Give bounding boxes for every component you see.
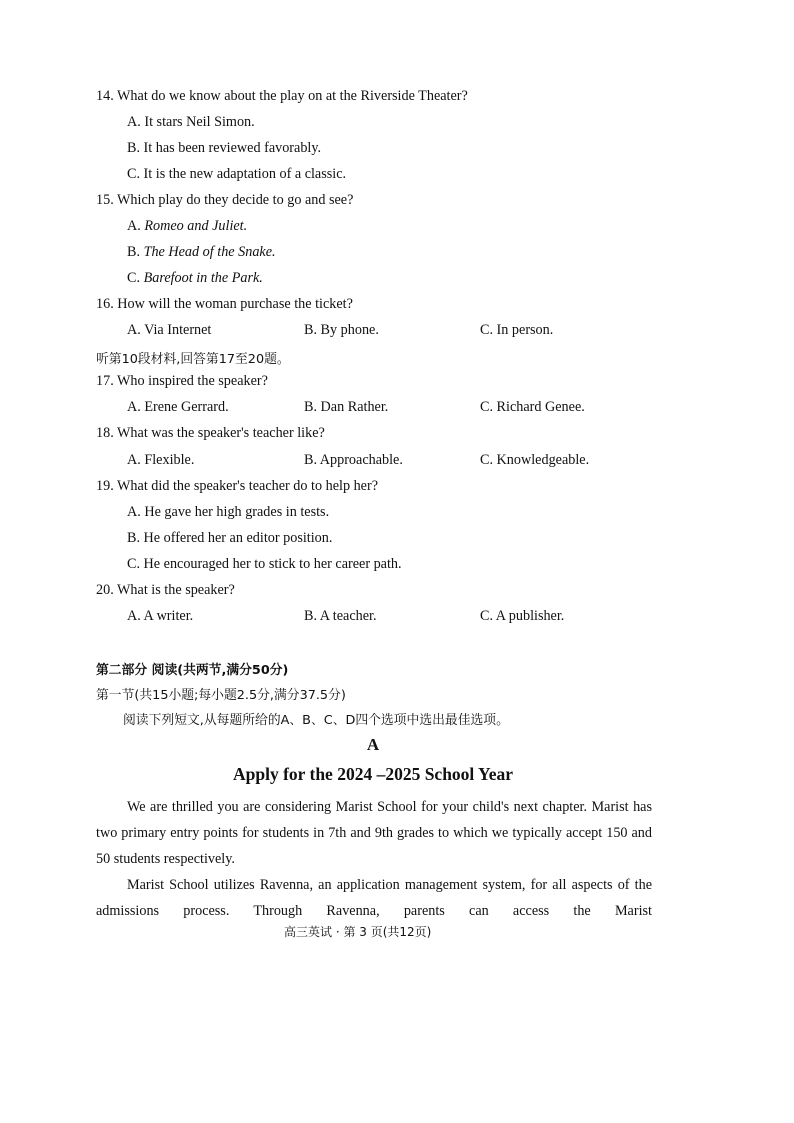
question-text: Which play do they decide to go and see? <box>117 192 354 208</box>
question-16 <box>96 296 353 313</box>
option-18c: C. Knowledgeable. <box>480 452 590 468</box>
question-number: 15. <box>96 192 114 208</box>
question-text: Who inspired the speaker? <box>117 373 268 389</box>
option-19a: A. He gave her high grades in tests. <box>127 504 330 520</box>
option-14c: C. It is the new adaptation of a classic. <box>127 166 347 182</box>
option-15a <box>127 218 247 235</box>
question-20 <box>96 582 235 599</box>
play-title: The Head of the Snake. <box>143 244 276 260</box>
question-text: What do we know about the play on at the Riverside Theater? <box>117 88 468 104</box>
passage-paragraph: We are thrilled you are considering Marist School for your child's next chapter. Marist has two primary entry points for students in 7th and 9th grades to which we typically accept 150 and 50 students respectively. <box>96 799 652 867</box>
question-text: What did the speaker's teacher do to help her? <box>117 478 379 494</box>
option-18b: B. Approachable. <box>304 452 403 468</box>
option-16c: C. In person. <box>480 322 554 338</box>
option-19b: B. He offered her an editor position. <box>127 530 333 546</box>
question-number: 14. <box>96 88 114 104</box>
option-prefix: B. <box>127 244 144 260</box>
question-text: What is the speaker? <box>117 582 235 598</box>
option-20b: B. A teacher. <box>304 608 377 624</box>
play-title: Barefoot in the Park. <box>143 270 263 286</box>
option-14b: B. It has been reviewed favorably. <box>127 140 322 156</box>
option-16b: B. By phone. <box>304 322 379 338</box>
section-heading: 第二部分 阅读(共两节,满分50分) <box>96 663 289 678</box>
question-14 <box>96 88 468 105</box>
option-15b <box>127 244 276 261</box>
reading-instruction: 阅读下列短文,从每题所给的A、B、C、D四个选项中选出最佳选项。 <box>123 713 509 728</box>
question-number: 16. <box>96 296 114 312</box>
option-prefix: A. <box>127 218 145 234</box>
passage-letter: A <box>366 735 380 754</box>
listening-instruction: 听第10段材料,回答第17至20题。 <box>96 352 290 367</box>
option-prefix: C. <box>127 270 144 286</box>
page-footer: 高三英试 · 第 3 页(共12页) <box>284 925 432 939</box>
option-14a: A. It stars Neil Simon. <box>127 114 255 130</box>
passage-title: Apply for the 2024 –2025 School Year <box>233 764 513 784</box>
option-17c: C. Richard Genee. <box>480 399 585 415</box>
question-15 <box>96 192 353 209</box>
passage-paragraph: Marist School utilizes Ravenna, an application management system, for all aspects of the admissions process. Through Ravenna, parents can access the Marist <box>96 877 652 919</box>
option-20c: C. A publisher. <box>480 608 565 624</box>
option-19c: C. He encouraged her to stick to her career path. <box>127 556 402 572</box>
option-17b: B. Dan Rather. <box>304 399 389 415</box>
option-20a: A. A writer. <box>127 608 194 624</box>
question-number: 17. <box>96 373 114 389</box>
question-17 <box>96 373 268 390</box>
question-text: What was the speaker's teacher like? <box>117 425 325 441</box>
question-number: 19. <box>96 478 114 494</box>
option-16a: A. Via Internet <box>127 322 212 338</box>
question-19 <box>96 478 378 495</box>
option-17a: A. Erene Gerrard. <box>127 399 229 415</box>
option-18a: A. Flexible. <box>127 452 195 468</box>
play-title: Romeo and Juliet. <box>144 218 248 234</box>
question-18 <box>96 425 325 442</box>
question-text: How will the woman purchase the ticket? <box>117 296 353 312</box>
question-number: 20. <box>96 582 114 598</box>
question-number: 18. <box>96 425 114 441</box>
section-subheading: 第一节(共15小题;每小题2.5分,满分37.5分) <box>96 688 346 703</box>
option-15c <box>127 270 263 287</box>
